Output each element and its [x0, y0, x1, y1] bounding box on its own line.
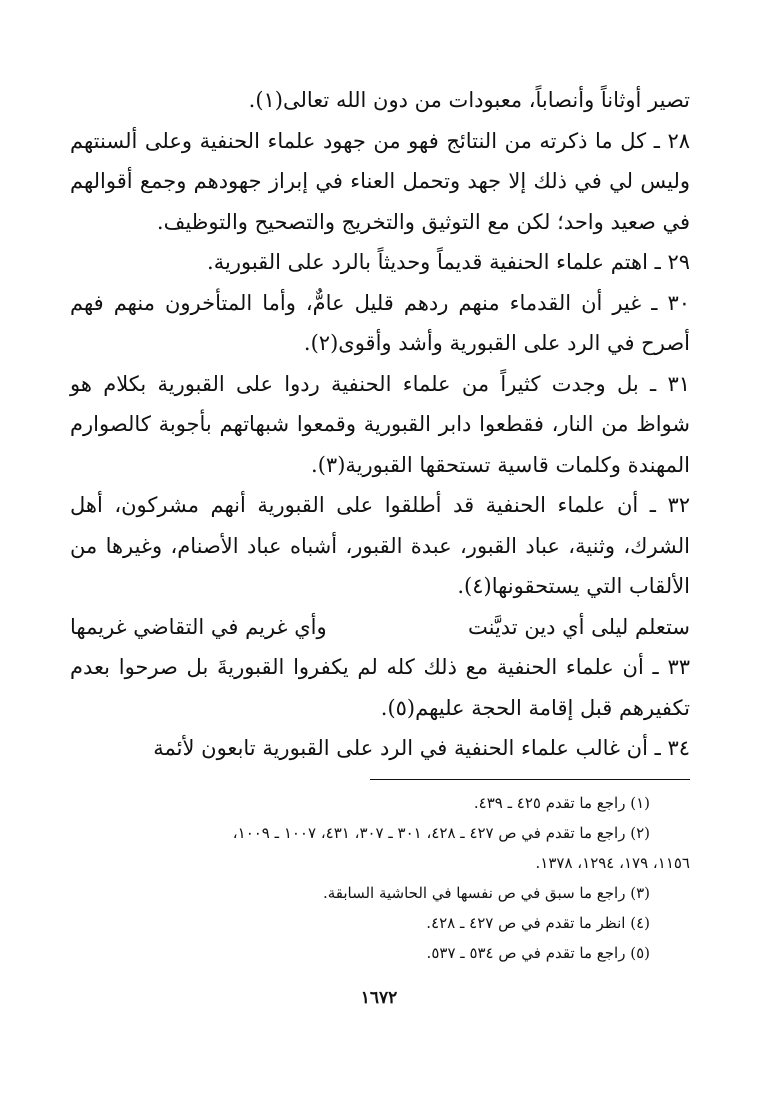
paragraph-33: ٣٣ ـ أن علماء الحنفية مع ذلك كله لم يكفروا القبوريةَ بل صرحوا بعدم تكفيرهم قبل إقامة الحجة عليهم(٥).: [70, 655, 690, 720]
paragraph-30: ٣٠ ـ غير أن القدماء منهم ردهم قليل عامٌّ، وأما المتأخرون منهم فهم أصرح في الرد على القبورية وأشد وأقوى(٢).: [70, 290, 690, 355]
poem-second-hemistich: وأي غريم في التقاضي غريمها: [70, 614, 327, 639]
footnote-4: (٤) انظر ما تقدم في ص ٤٢٧ ـ ٤٢٨.: [426, 913, 650, 932]
footnote-2-continued: ١١٥٦، ١٧٩، ١٢٩٤، ١٣٧٨.: [535, 853, 690, 872]
paragraph-32: ٣٢ ـ أن علماء الحنفية قد أطلقوا على القبورية أنهم مشركون، أهل الشرك، وثنية، عباد القبور، عبدة القبور، أشباه عباد الأصنام، وغيرها من الألقاب التي يستحقونها(٤).: [70, 493, 690, 598]
footnote-2: (٢) راجع ما تقدم في ص ٤٢٧ ـ ٤٢٨، ٣٠١ ـ ٣٠٧، ٤٣١، ١٠٠٧ ـ ١٠٠٩،: [232, 823, 650, 842]
footnote-3: (٣) راجع ما سبق في ص نفسها في الحاشية السابقة.: [322, 883, 650, 902]
poem-first-hemistich: ستعلم ليلى أي دين تديَّنت: [467, 614, 690, 639]
main-text: [70, 80, 690, 607]
page-number: ١٦٧٢: [360, 988, 398, 1008]
document-page: [70, 80, 690, 968]
main-text-continued: [70, 647, 690, 769]
paragraph-intro: تصير أوثاناً وأنصاباً، معبودات من دون الله تعالى(١).: [248, 88, 690, 112]
paragraph-31: ٣١ ـ بل وجدت كثيراً من علماء الحنفية ردوا على القبورية بكلام هو شواظ من النار، فقطعوا دابر القبورية وقمعوا شبهاتهم بأجوبة كالصوارم المهندة وكلمات قاسية تستحقها القبورية(٣).: [70, 371, 690, 477]
footnote-1: (١) راجع ما تقدم ٤٢٥ ـ ٤٣٩.: [473, 793, 650, 812]
paragraph-28: ٢٨ ـ كل ما ذكرته من النتائج فهو من جهود علماء الحنفية وعلى ألسنتهم وليس لي في ذلك إلا جهد وتحمل العناء في إبراز جهودهم وجمع أقوالهم في صعيد واحد؛ لكن مع التوثيق والتخريج والتصحيح والتوظيف.: [70, 128, 690, 234]
poem-verse: [70, 607, 690, 648]
paragraph-29: ٢٩ ـ اهتم علماء الحنفية قديماً وحديثاً بالرد على القبورية.: [207, 250, 690, 274]
paragraph-34: ٣٤ ـ أن غالب علماء الحنفية في الرد على القبورية تابعون لأئمة: [153, 736, 690, 760]
footnote-divider: [370, 779, 690, 780]
footnote-5: (٥) راجع ما تقدم في ص ٥٣٤ ـ ٥٣٧.: [426, 943, 650, 962]
footnotes: [70, 788, 690, 968]
